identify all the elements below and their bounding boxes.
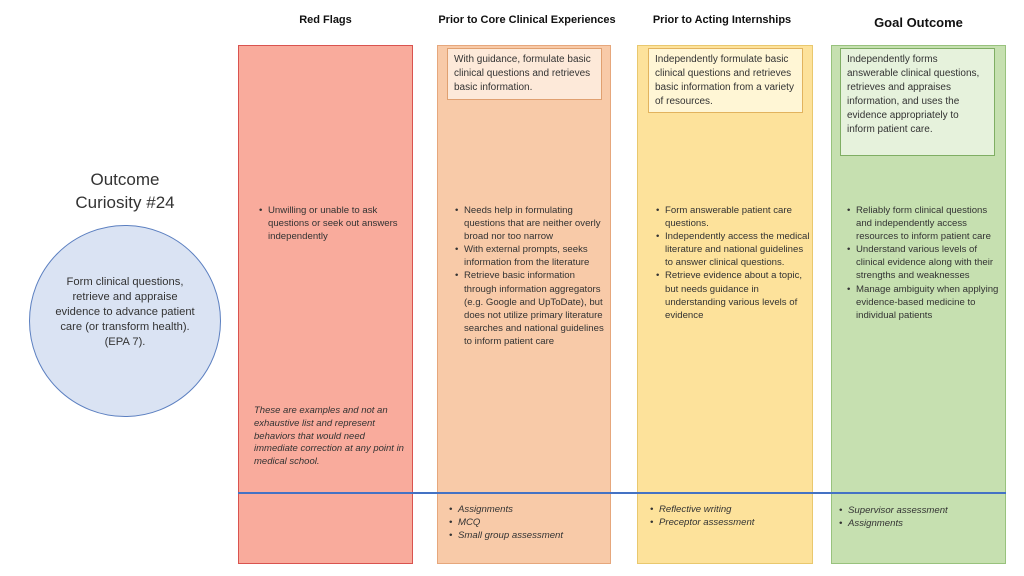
outcome-description: Form clinical questions, retrieve and appraise evidence to advance patient care (or transform health). (EPA 7).	[55, 276, 195, 348]
list-item: • MCQ	[458, 516, 613, 529]
list-item: • Retrieve evidence about a topic, but needs guidance in understanding various levels of evidence	[665, 269, 810, 321]
list-item: • Understand various levels of clinical evidence along with their strengths and weaknesses	[856, 243, 1001, 282]
list-item: • With external prompts, seeks information from the literature	[464, 243, 609, 269]
list-item: • Needs help in formulating questions that are neither overly broad nor too narrow	[464, 204, 609, 243]
list-item: • Manage ambiguity when applying evidence-based medicine to individual patients	[856, 283, 1001, 322]
list-item: • Independently access the medical literature and national guidelines to answer clinical questions.	[665, 230, 810, 269]
list-item: • Preceptor assessment	[659, 516, 814, 529]
list-item: • Reliably form clinical questions and independently access resources to inform patient care	[856, 204, 1001, 243]
header-red-flags: Red Flags	[299, 14, 352, 26]
list-item: • Reflective writing	[659, 503, 814, 516]
core-assessments	[448, 503, 613, 542]
core-behaviors	[454, 204, 609, 348]
red-flags-behaviors	[258, 204, 408, 243]
list-item: • Retrieve basic information through information aggregators (e.g. Google and UpToDate), but does not utilize primary literature searches and national guidelines to inform patient care	[464, 269, 609, 348]
description-core: With guidance, formulate basic clinical questions and retrieves basic information.	[447, 48, 602, 100]
list-item: • Assignments	[848, 517, 1008, 530]
goal-assessments	[838, 504, 1008, 530]
acting-assessments	[649, 503, 814, 529]
description-goal: Independently forms answerable clinical questions, retrieves and appraises information, and uses the evidence appropriately to inform patient care.	[840, 48, 995, 156]
outcome-label: Outcome	[90, 170, 160, 189]
header-core-clinical: Prior to Core Clinical Experiences	[438, 14, 616, 26]
list-item: • Supervisor assessment	[848, 504, 1008, 517]
acting-behaviors	[655, 204, 810, 322]
list-item: • Unwilling or unable to ask questions or seek out answers independently	[268, 204, 408, 243]
red-flags-note: These are examples and not an exhaustive list and represent behaviors that would need immediate correction at any point in medical school.	[254, 405, 404, 468]
header-goal-outcome: Goal Outcome	[874, 15, 963, 30]
goal-behaviors	[846, 204, 1001, 322]
list-item: • Assignments	[458, 503, 613, 516]
assessment-divider	[238, 492, 1006, 494]
list-item: • Small group assessment	[458, 529, 613, 542]
column-red-flags	[238, 45, 413, 564]
description-acting: Independently formulate basic clinical questions and retrieves basic information from a variety of resources.	[648, 48, 803, 113]
list-item: • Form answerable patient care questions.	[665, 204, 810, 230]
header-acting-internships: Prior to Acting Internships	[652, 14, 792, 26]
outcome-title	[60, 168, 190, 214]
outcome-number: Curiosity #24	[75, 193, 175, 212]
